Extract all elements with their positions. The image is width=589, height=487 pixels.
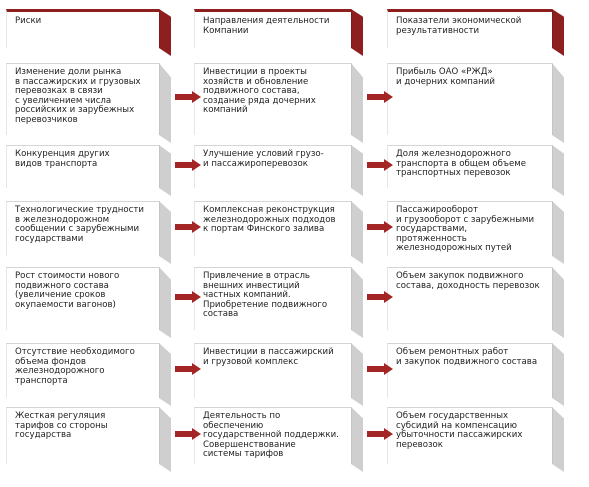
card-shadow: [159, 63, 171, 143]
card-shadow: [552, 267, 564, 338]
flow-arrow-icon: [367, 159, 393, 171]
direction-card: Улучшение условий грузо- и пассажироперевозок: [194, 145, 351, 188]
indicator-card: Объем закупок подвижного состава, доходность перевозок: [387, 267, 552, 330]
column-header-3: Показатели экономической результативности: [387, 9, 552, 48]
indicator-card: Пассажирооборот и грузооборот с зарубежными государствами, протяженность железнодорожных путей: [387, 201, 552, 256]
card-shadow: [552, 407, 564, 472]
card-shadow: [552, 343, 564, 406]
card-shadow: [351, 343, 363, 406]
flow-arrow-icon: [175, 91, 201, 103]
risk-card: Отсутствие необходимого объема фондов железнодорожного транспорта: [6, 343, 159, 398]
flow-arrow-icon: [175, 428, 201, 440]
indicator-card: Объем ремонтных работ и закупок подвижного состава: [387, 343, 552, 398]
card-shadow: [351, 267, 363, 338]
card-shadow: [351, 63, 363, 143]
card-shadow: [159, 343, 171, 406]
flow-arrow-icon: [367, 91, 393, 103]
card-shadow: [552, 63, 564, 143]
indicator-card: Объем государственных субсидий на компенсацию убыточности пассажирских перевозок: [387, 407, 552, 464]
flow-arrow-icon: [175, 159, 201, 171]
card-shadow: [159, 407, 171, 472]
header-shadow: [159, 9, 171, 56]
direction-card: Инвестиции в пассажирский и грузовой комплекс: [194, 343, 351, 398]
card-shadow: [351, 407, 363, 472]
header-shadow: [351, 9, 363, 56]
indicator-card: Прибыль ОАО «РЖД» и дочерних компаний: [387, 63, 552, 135]
card-shadow: [159, 145, 171, 196]
card-shadow: [552, 201, 564, 264]
risk-card: Изменение доли рынка в пассажирских и грузовых перевозках в связи с увеличением числа российских и зарубежных перевозчиков: [6, 63, 159, 135]
direction-card: Привлечение в отрасль внешних инвестиций частных компаний. Приобретение подвижного состава: [194, 267, 351, 330]
flow-arrow-icon: [175, 221, 201, 233]
flow-arrow-icon: [367, 221, 393, 233]
column-header-1: Риски: [6, 9, 159, 48]
flow-arrow-icon: [367, 363, 393, 375]
risk-card: Технологические трудности в железнодорожном сообщении с зарубежными государствами: [6, 201, 159, 256]
direction-card: Инвестиции в проекты хозяйств и обновление подвижного состава, создание ряда дочерних компаний: [194, 63, 351, 135]
header-shadow: [552, 9, 564, 56]
risk-card: Жесткая регуляция тарифов со стороны государства: [6, 407, 159, 464]
card-shadow: [552, 145, 564, 196]
risk-card: Конкуренция других видов транспорта: [6, 145, 159, 188]
flow-arrow-icon: [175, 363, 201, 375]
card-shadow: [351, 201, 363, 264]
column-header-2: Направления деятельности Компании: [194, 9, 351, 48]
flow-arrow-icon: [367, 428, 393, 440]
flow-arrow-icon: [367, 291, 393, 303]
flow-arrow-icon: [175, 291, 201, 303]
risk-card: Рост стоимости нового подвижного состава (увеличение сроков окупаемости вагонов): [6, 267, 159, 330]
direction-card: Деятельность по обеспечению государственной поддержки. Совершенствование системы тарифов: [194, 407, 351, 464]
indicator-card: Доля железнодорожного транспорта в общем объеме транспортных перевозок: [387, 145, 552, 188]
card-shadow: [351, 145, 363, 196]
card-shadow: [159, 267, 171, 338]
direction-card: Комплексная реконструкция железнодорожных подходов к портам Финского залива: [194, 201, 351, 256]
card-shadow: [159, 201, 171, 264]
